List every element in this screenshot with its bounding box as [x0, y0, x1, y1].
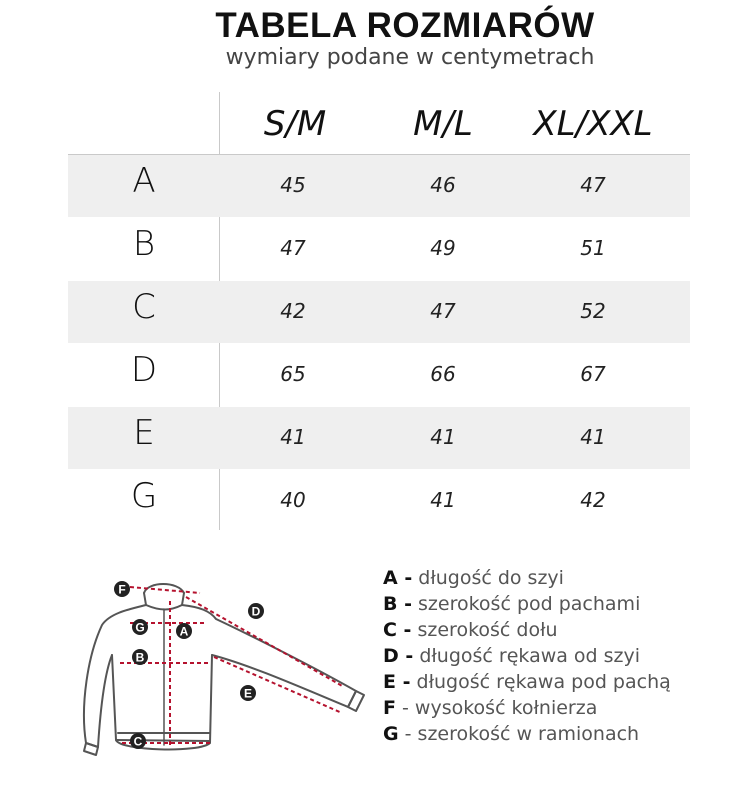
- row-label: E: [133, 413, 155, 453]
- table-cell: 45: [280, 173, 306, 197]
- marker-label: B: [135, 650, 145, 665]
- jacket-diagram: [60, 565, 370, 775]
- table-cell: 41: [580, 425, 606, 449]
- table-cell: 41: [280, 425, 306, 449]
- size-table: [68, 92, 690, 532]
- table-cell: 46: [430, 173, 456, 197]
- table-cell: 67: [580, 362, 606, 386]
- legend-item-d: [383, 645, 743, 671]
- legend-item-a: [383, 567, 743, 593]
- marker-e: [240, 685, 256, 701]
- measurement-legend: [383, 567, 743, 749]
- legend-text: szerokość dołu: [411, 619, 558, 641]
- table-cell: 47: [580, 173, 606, 197]
- legend-key: F: [383, 697, 396, 719]
- table-row-a: [68, 155, 690, 217]
- marker-label: A: [179, 624, 189, 639]
- table-cell: 40: [280, 488, 306, 512]
- marker-b: [132, 649, 148, 665]
- table-cell: 65: [280, 362, 306, 386]
- legend-item-c: [383, 619, 743, 645]
- legend-text: długość rękawa pod pachą: [410, 671, 671, 693]
- row-label: A: [132, 161, 156, 201]
- marker-a: [176, 623, 192, 639]
- legend-item-e: [383, 671, 743, 697]
- table-cell: 47: [430, 299, 456, 323]
- marker-c: [130, 733, 146, 749]
- table-row-e: [68, 407, 690, 469]
- legend-text: - wysokość kołnierza: [395, 697, 598, 719]
- legend-key: C -: [383, 619, 412, 641]
- legend-item-g: [383, 723, 743, 749]
- table-row-b: [68, 218, 690, 280]
- marker-label: D: [251, 604, 261, 619]
- row-label: G: [130, 476, 158, 516]
- legend-text: szerokość pod pachami: [411, 593, 641, 615]
- table-cell: 52: [580, 299, 606, 323]
- marker-label: G: [135, 620, 145, 635]
- table-row-c: [68, 281, 690, 343]
- legend-key: D -: [383, 645, 414, 667]
- table-cell: 41: [430, 488, 456, 512]
- table-cell: 49: [430, 236, 456, 260]
- row-label: B: [132, 224, 156, 264]
- row-label: D: [130, 350, 158, 390]
- legend-key: E -: [383, 671, 411, 693]
- legend-text: długość do szyi: [412, 567, 564, 589]
- legend-key: G: [383, 723, 399, 745]
- page-subtitle: wymiary podane w centymetrach: [225, 45, 595, 70]
- legend-key: B -: [383, 593, 412, 615]
- page-title: TABELA ROZMIARÓW: [215, 6, 595, 45]
- legend-item-f: [383, 697, 743, 723]
- row-label: C: [132, 287, 156, 327]
- column-header-ml: M/L: [413, 104, 473, 144]
- marker-label: F: [118, 582, 126, 597]
- table-cell: 42: [580, 488, 606, 512]
- table-cell: 42: [280, 299, 306, 323]
- marker-label: C: [133, 734, 143, 749]
- legend-text: długość rękawa od szyi: [413, 645, 641, 667]
- marker-label: E: [243, 686, 253, 701]
- table-cell: 47: [280, 236, 306, 260]
- legend-item-b: [383, 593, 743, 619]
- jacket-outline: [84, 584, 364, 755]
- marker-d: [248, 603, 264, 619]
- column-header-sm: S/M: [263, 104, 327, 144]
- table-cell: 66: [430, 362, 456, 386]
- marker-f: [114, 581, 130, 597]
- table-cell: 51: [580, 236, 606, 260]
- column-header-xlxxl: XL/XXL: [533, 104, 653, 144]
- legend-text: - szerokość w ramionach: [398, 723, 640, 745]
- marker-g: [132, 619, 148, 635]
- legend-key: A -: [383, 567, 413, 589]
- table-cell: 41: [430, 425, 456, 449]
- table-row-g: [68, 470, 690, 532]
- table-row-d: [68, 344, 690, 406]
